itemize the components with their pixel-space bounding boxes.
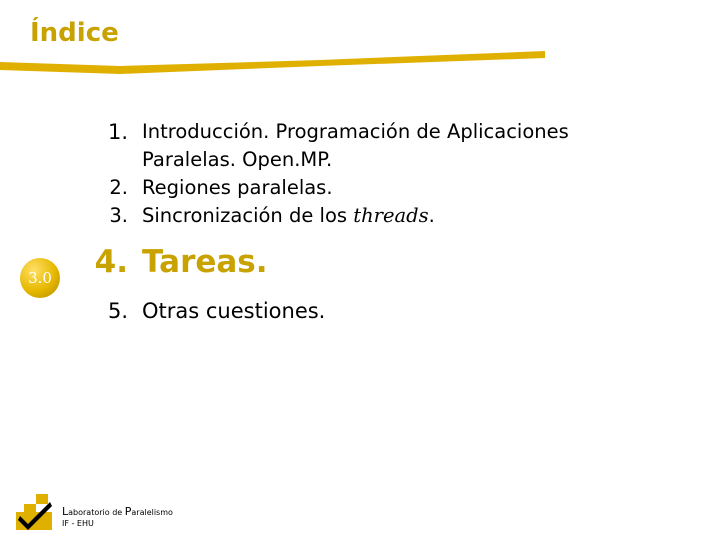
footer-institution: IF - EHU: [62, 519, 94, 528]
checkmark-logo-icon: [14, 492, 56, 532]
item-label-line1: Introducción. Programación de Aplicaciones: [142, 120, 569, 143]
list-item-current: [80, 242, 700, 282]
section-badge: 3.0: [20, 258, 60, 298]
item-label-prefix: Sincronización de los: [142, 204, 354, 227]
item-label: [142, 118, 700, 174]
list-item: [80, 296, 700, 326]
footer-lab-name: Laboratorio de Paralelismo: [62, 505, 173, 518]
item-label-suffix: .: [428, 204, 435, 227]
item-label: Tareas.: [142, 244, 268, 280]
title-underline: [0, 48, 560, 78]
item-label: Otras cuestiones.: [142, 299, 326, 323]
item-label: [142, 202, 700, 230]
list-item: [80, 174, 700, 202]
list-item: [80, 202, 700, 230]
item-number: 4.: [94, 244, 128, 280]
list-item: [80, 118, 700, 174]
item-number: 1.: [107, 120, 128, 144]
slide-title: Índice: [30, 18, 119, 48]
item-label-line2: Paralelas. Open.MP.: [142, 148, 333, 171]
index-list: [80, 118, 700, 326]
item-number: 3.: [109, 204, 128, 227]
item-label-italic: threads: [353, 204, 429, 227]
item-label: Regiones paralelas.: [142, 176, 333, 199]
item-number: 2.: [109, 176, 128, 199]
item-number: 5.: [107, 299, 128, 323]
